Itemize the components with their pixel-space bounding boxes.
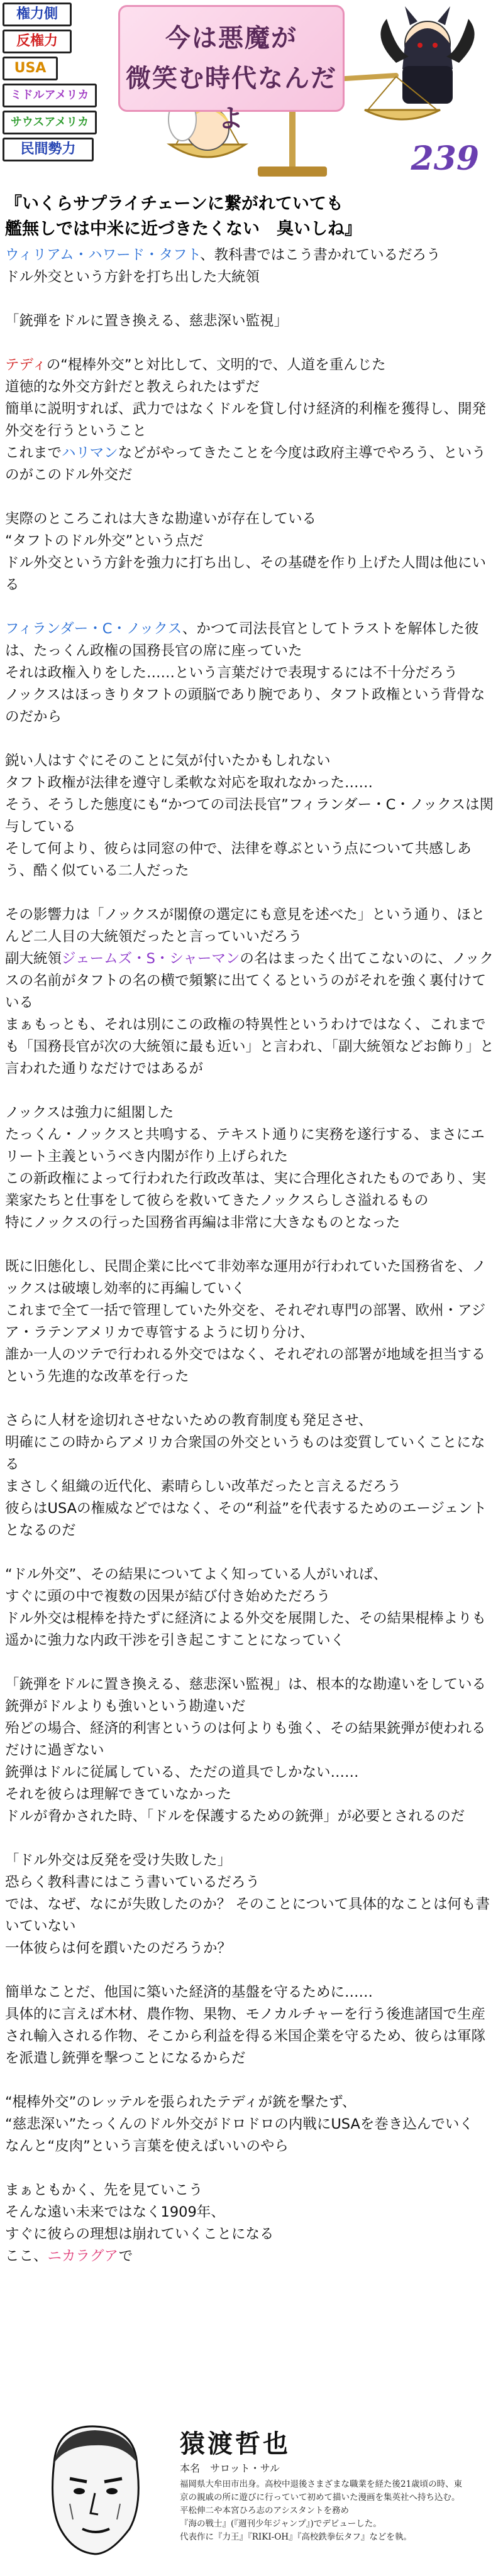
- author-name: 猿渡哲也: [180, 2429, 290, 2459]
- paragraph: [5, 1674, 498, 1828]
- paragraph-text: 、教科書ではこう書かれているだろう ドル外交という方針を打ち出した大統領: [5, 247, 441, 285]
- paragraph: [5, 354, 498, 486]
- scale-base: [258, 166, 327, 177]
- header-banner: [0, 0, 503, 188]
- paragraph: [5, 618, 498, 728]
- paragraph-list: [5, 244, 498, 2268]
- paragraph: [5, 2092, 498, 2158]
- paragraph: [5, 1850, 498, 1960]
- author-real-name: 本名 サロット・サル: [180, 2462, 280, 2474]
- paragraph-text: 「銃弾をドルに置き換える、慈悲深い監視」は、根本的な勘違いをしている 銃弾がドルよりも強いという勘違いだ 殆どの場合、経済的利害というのは何よりも強く、その結果銃弾が使われるだけに過ぎない 銃弾はドルに従属している、ただの道具でしかない…… それを彼らは理解できていなかった ドルが脅かされた時、「ドルを保護するための銃弾」が必要とされるのだ: [5, 1676, 487, 1825]
- banner-illustration: [101, 0, 503, 188]
- paragraph: [5, 904, 498, 1080]
- paragraph-text: の名はまったく出てこないのに、ノックスの名前がタフトの名の横で頻繁に出てくるというのがそれを強く裏付けている まぁもっとも、それは別にこの政権の特異性というわけではなく、これまでも「国務長官が次の大統領に最も近い」と言われ、「副大統領などお飾り」と言われた通りなだけではあるが: [5, 951, 494, 1077]
- paragraph: [5, 508, 498, 596]
- faction-tag: ミドルアメリカ: [3, 84, 97, 107]
- person-name: ジェームズ・S・シャーマン: [62, 951, 240, 967]
- paragraph-text: 「銃弾をドルに置き換える、慈悲深い監視」: [5, 313, 289, 329]
- banner-title-line1: 今は悪魔が: [165, 24, 297, 53]
- banner-title: [120, 18, 343, 139]
- paragraph-text: 実際のところこれは大きな勘違いが存在している “タフトのドル外交”という点だ ドル外交という方針を強力に打ち出し、その基礎を作り上げた人間は他にいる: [5, 511, 487, 593]
- faction-tag: 権力側: [3, 3, 72, 26]
- paragraph-text: “棍棒外交”のレッテルを張られたテディが銃を撃たず、 “慈悲深い”たっくんのドル外交がドロドロの内戦にUSAを巻き込んでいく なんと“皮肉”という言葉を使えばいいのやら: [5, 2094, 473, 2154]
- person-name: ニカラグア: [47, 2248, 119, 2264]
- faction-tag: 反権力: [3, 30, 72, 53]
- paragraph-text: 既に旧態化し、民間企業に比べて非効率な運用が行われていた国務省を、ノックスは破壊し効率的に再編していく これまで全て一括で管理していた外交を、それぞれ専門の部署、欧州・アジア・ラテンアメリカで専管するように切り分け、 誰か一人のツテで行われる外交ではなく、それぞれの部署が地域を担当するという先進的な改革を行った: [5, 1258, 487, 1385]
- paragraph-text: などがやってきたことを今度は政府主導でやろう、というのがこのドル外交だ: [5, 445, 486, 483]
- paragraph: [5, 1102, 498, 1234]
- scale-pan-right: [365, 110, 440, 119]
- author-bio: 福岡県大牟田市出身。高校中退後さまざまな職業を経た後21歳頃の時、東京の親戚の所に遊びに行っていて初めて描いた漫画を集英社へ持ち込む。 平松伸二や本宮ひろ志のアシスタントを務め 『海の戦士』(『週刊少年ジャンプ』)でデビューした。 代表作に『力王』『RIKI-OH』『高校鉄拳伝タフ』などを執。: [180, 2479, 463, 2542]
- paragraph-text: 、かつて司法長官としてトラストを解体した彼は、たっくん政権の国務長官の席に座っていた それは政権入りをした……という言葉だけで表現するには不十分だろう ノックスはほっきりタフトの頭脳であり腕であり、タフト政権という背骨なのだから: [5, 621, 485, 725]
- paragraph: [5, 310, 498, 332]
- paragraph-text: その影響力は「ノックスが閣僚の選定にも意見を述べた」という通り、ほとんど二人目の大統領だったと言っていいだろう 副大統領: [5, 907, 485, 967]
- paragraph: [5, 1256, 498, 1388]
- faction-tag-list: [3, 3, 97, 165]
- paragraph-text: “ドル外交”、その結果についてよく知っている人がいれば、 すぐに頭の中で複数の因果が結び付き始めただろう ドル外交は棍棒を持たずに経済による外交を展開した、その結果棍棒よりも遥かに強力な内政干渉を引き起こすことになっていく: [5, 1566, 487, 1649]
- devil-wing: [380, 19, 409, 63]
- paragraph: [5, 1982, 498, 2070]
- banner-title-line2: 微笑む時代なんだよ: [126, 64, 337, 133]
- paragraph-text: 「ドル外交は反発を受け失敗した」 恐らく教科書にはこう書いているだろう では、なぜ、なにが失敗したのか？ そのことについて具体的なことは何も書いていない 一体彼らは何を躓いたのだろうか？: [5, 1852, 490, 1957]
- person-name: ハリマン: [62, 445, 118, 461]
- chapter-number: 239: [411, 139, 479, 178]
- devil-wing: [446, 19, 475, 63]
- devil-horn: [438, 6, 450, 25]
- paragraph-text: で: [118, 2248, 133, 2264]
- person-name: フィランダー・C・ノックス: [5, 621, 182, 637]
- devil-horn: [405, 6, 417, 25]
- paragraph-text: 鋭い人はすぐにそのことに気が付いたかもしれない タフト政権が法律を遵守し柔軟な対応を取れなかった…… そう、そうした態度にも“かつての司法長官”フィランダー・C・ノックスは関与している そして何より、彼らは同窓の仲で、法律を尊ぶという点について共感しあう、酷く似ている二人だった: [5, 753, 494, 879]
- paragraph-text: の“棍棒外交”と対比して、文明的で、人道を重んじた 道徳的な外交方針だと教えられたはずだ 簡単に説明すれば、武力ではなくドルを貸し付け経済的利権を獲得し、開発外交を行うということ これまで: [5, 357, 487, 461]
- paragraph: [5, 1410, 498, 1542]
- title-box: [118, 5, 345, 133]
- paragraph: [5, 1564, 498, 1652]
- paragraph-text: さらに人材を途切れさせないための教育制度も発足させ、 明確にこの時からアメリカ合衆国の外交というものは変質していくことになる まさしく組織の近代化、素晴らしい改革だったと言えるだろう 彼らはUSAの権威などではなく、その“利益”を代表するためのエージェントとなるのだ: [5, 1412, 487, 1539]
- person-name: テディ: [5, 357, 47, 373]
- paragraph: [5, 2180, 498, 2268]
- paragraph-text: ノックスは強力に組閣した たっくん・ノックスと共鳴する、テキスト通りに実務を遂行する、まさにエリート主義というべき内閣が作り上げられた この新政権によって行われた行政改革は、実に合理化されたものであり、実業家たちと仕事をして彼らを救いてきたノックスらしさ溢れるもの 特にノックスの行った国務省再編は非常に大きなものとなった: [5, 1105, 487, 1231]
- chapter-headline: 『いくらサプライチェーンに繋がれていても 艦無しでは中米に近づきたくない 臭いしね』: [5, 194, 362, 239]
- faction-tag: USA: [3, 57, 58, 80]
- paragraph: [5, 750, 498, 882]
- faction-tag: サウスアメリカ: [3, 111, 97, 134]
- paragraph: [5, 244, 498, 288]
- author-profile: [35, 2419, 469, 2563]
- person-name: ウィリアム・ハワード・タフト: [5, 247, 201, 263]
- author-portrait: [35, 2419, 155, 2557]
- paragraph-text: まぁともかく、先を見ていこう そんな遠い未来ではなく1909年、 すぐに彼らの理想は崩れていくことになる ここ、: [5, 2182, 274, 2264]
- article-body: [0, 192, 503, 2289]
- faction-tag: 民間勢力: [3, 138, 94, 161]
- paragraph-text: 簡単なことだ、他国に築いた経済的基盤を守るために…… 具体的に言えば木材、農作物、果物、モノカルチャーを行う後進諸国で生産され輸入される作物、そこから利益を得る米国企業を守るため、彼らは軍隊を派遣し銃弾を撃つことになるからだ: [5, 1984, 486, 2066]
